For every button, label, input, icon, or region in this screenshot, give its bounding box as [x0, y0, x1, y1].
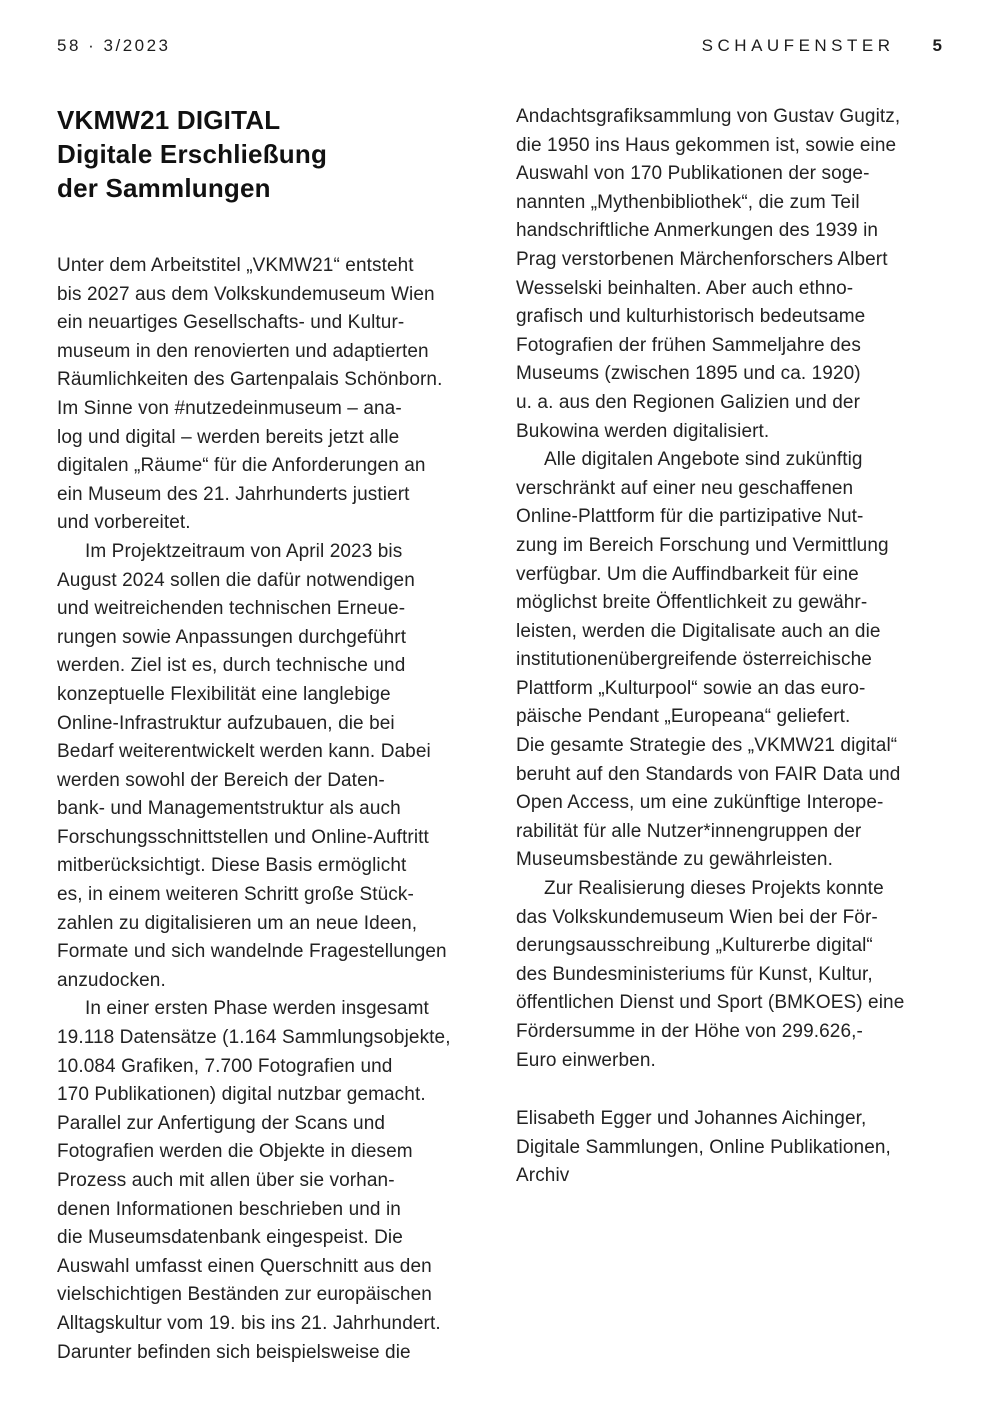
article-columns: [57, 103, 941, 1367]
text-line: 170 Publikationen) digital nutzbar gemacht.: [57, 1084, 426, 1106]
text-line: Bukowina werden digitalisiert.: [516, 420, 770, 442]
text-line: August 2024 sollen die dafür notwendigen: [57, 569, 415, 591]
text-line: zahlen zu digitalisieren um an neue Ideen,: [57, 912, 418, 934]
text-line: handschriftliche Anmerkungen des 1939 in: [516, 220, 879, 242]
text-line: Bedarf weiterentwickelt werden kann. Dabei: [57, 741, 431, 763]
text-line: digitalen „Räume“ für die Anforderungen an: [57, 455, 426, 477]
text-line: Forschungsschnittstellen und Online-Auftritt: [57, 826, 429, 848]
text-line: und vorbereitet.: [57, 512, 191, 534]
text-line: nannten „Mythenbibliothek“, die zum Teil: [516, 191, 860, 213]
byline: [516, 1105, 941, 1191]
page-header: [57, 36, 942, 56]
text-line: werden sowohl der Bereich der Daten-: [57, 769, 385, 791]
text-line: derungsausschreibung „Kulturerbe digital“: [516, 935, 873, 957]
text-line: grafisch und kulturhistorisch bedeutsame: [516, 306, 866, 328]
text-line: institutionenübergreifende österreichische: [516, 649, 872, 671]
text-line: päische Pendant „Europeana“ geliefert.: [516, 706, 851, 728]
text-line: 10.084 Grafiken, 7.700 Fotografien und: [57, 1055, 393, 1077]
title-line: VKMW21 DIGITAL: [57, 105, 281, 135]
text-line: Euro einwerben.: [516, 1049, 656, 1071]
text-line: denen Informationen beschrieben und in: [57, 1198, 401, 1220]
text-line: zung im Bereich Forschung und Vermittlung: [516, 534, 889, 556]
text-line: Formate und sich wandelnde Fragestellungen: [57, 941, 447, 963]
text-line: Alle digitalen Angebote sind zukünftig: [544, 449, 863, 471]
text-line: Andachtsgrafiksammlung von Gustav Gugitz,: [516, 106, 901, 127]
text-line: Prag verstorbenen Märchenforschers Albert: [516, 248, 888, 270]
text-line: Fotografien werden die Objekte in diesem: [57, 1141, 413, 1163]
text-line: das Volkskundemuseum Wien bei der För-: [516, 906, 878, 928]
page-header-right: [702, 36, 942, 56]
byline-line: Archiv: [516, 1165, 570, 1187]
right-column-text: [516, 103, 941, 1075]
text-line: Plattform „Kulturpool“ sowie an das euro-: [516, 677, 866, 699]
text-line: bis 2027 aus dem Volkskundemuseum Wien: [57, 283, 435, 305]
text-line: die 1950 ins Haus gekommen ist, sowie eine: [516, 134, 897, 156]
text-line: Räumlichkeiten des Gartenpalais Schönborn.: [57, 369, 443, 391]
text-line: des Bundesministeriums für Kunst, Kultur,: [516, 963, 873, 985]
text-line: Wesselski beinhalten. Aber auch ethno-: [516, 277, 854, 299]
text-line: Im Projektzeitraum von April 2023 bis: [85, 540, 403, 562]
text-line: werden. Ziel ist es, durch technische und: [57, 655, 406, 677]
text-line: bank- und Managementstruktur als auch: [57, 798, 401, 820]
text-line: rabilität für alle Nutzer*innengruppen der: [516, 820, 862, 842]
text-line: Fotografien der frühen Sammeljahre des: [516, 334, 861, 356]
text-line: verfügbar. Um die Auffindbarkeit für eine: [516, 563, 859, 585]
text-line: Prozess auch mit allen über sie vorhan-: [57, 1170, 395, 1191]
text-line: Darunter befinden sich beispielsweise die: [57, 1341, 411, 1363]
text-line: log und digital – werden bereits jetzt alle: [57, 426, 400, 448]
text-line: Museums (zwischen 1895 und ca. 1920): [516, 363, 861, 385]
text-line: verschränkt auf einer neu geschaffenen: [516, 477, 854, 499]
text-line: 19.118 Datensätze (1.164 Sammlungsobjekte,: [57, 1027, 451, 1049]
text-line: Online-Plattform für die partizipative Nut-: [516, 506, 864, 528]
text-line: ein neuartiges Gesellschafts- und Kultur-: [57, 312, 405, 334]
text-line: vielschichtigen Beständen zur europäischen: [57, 1284, 432, 1306]
text-line: es, in einem weiteren Schritt große Stück-: [57, 884, 414, 906]
text-line: die Museumsdatenbank eingespeist. Die: [57, 1227, 403, 1249]
text-line: Alltagskultur vom 19. bis ins 21. Jahrhundert.: [57, 1312, 441, 1334]
left-column-text: [57, 252, 482, 1367]
page-number: 5: [932, 36, 942, 55]
text-line: u. a. aus den Regionen Galizien und der: [516, 391, 861, 413]
text-line: Im Sinne von #nutzedeinmuseum – ana-: [57, 397, 402, 419]
article-title: [57, 103, 482, 205]
text-line: Fördersumme in der Höhe von 299.626,-: [516, 1021, 863, 1042]
text-line: und weitreichenden technischen Erneue-: [57, 598, 406, 620]
text-line: Museumsbestände zu gewährleisten.: [516, 849, 833, 871]
text-line: Auswahl von 170 Publikationen der soge-: [516, 163, 870, 185]
byline-line: Digitale Sammlungen, Online Publikationen,: [516, 1136, 891, 1158]
title-line: der Sammlungen: [57, 173, 271, 203]
left-column: [57, 103, 482, 1367]
text-line: Unter dem Arbeitstitel „VKMW21“ entsteht: [57, 255, 414, 276]
text-line: mitberücksichtigt. Diese Basis ermöglicht: [57, 855, 407, 877]
text-line: Parallel zur Anfertigung der Scans und: [57, 1112, 386, 1134]
text-line: anzudocken.: [57, 969, 166, 991]
text-line: ein Museum des 21. Jahrhunderts justiert: [57, 483, 410, 505]
text-line: In einer ersten Phase werden insgesamt: [85, 998, 429, 1020]
text-line: Die gesamte Strategie des „VKMW21 digital“: [516, 735, 898, 757]
text-line: konzeptuelle Flexibilität eine langlebige: [57, 683, 391, 705]
byline-line: Elisabeth Egger und Johannes Aichinger,: [516, 1108, 867, 1130]
title-line: Digitale Erschließung: [57, 139, 328, 169]
text-line: beruht auf den Standards von FAIR Data und: [516, 763, 901, 785]
section-label: SCHAUFENSTER: [701, 36, 895, 55]
text-line: Auswahl umfasst einen Querschnitt aus den: [57, 1255, 432, 1277]
text-line: Online-Infrastruktur aufzubauen, die bei: [57, 712, 395, 734]
text-line: museum in den renovierten und adaptierten: [57, 340, 429, 362]
text-line: öffentlichen Dienst und Sport (BMKOES) eine: [516, 992, 905, 1014]
issue-label: 58 · 3/2023: [57, 36, 171, 55]
text-line: rungen sowie Anpassungen durchgeführt: [57, 626, 407, 648]
text-line: Zur Realisierung dieses Projekts konnte: [544, 878, 884, 900]
text-line: Open Access, um eine zukünftige Interope-: [516, 792, 884, 814]
right-column: [516, 103, 941, 1367]
text-line: möglichst breite Öffentlichkeit zu gewähr-: [516, 592, 868, 614]
text-line: leisten, werden die Digitalisate auch an die: [516, 620, 881, 642]
